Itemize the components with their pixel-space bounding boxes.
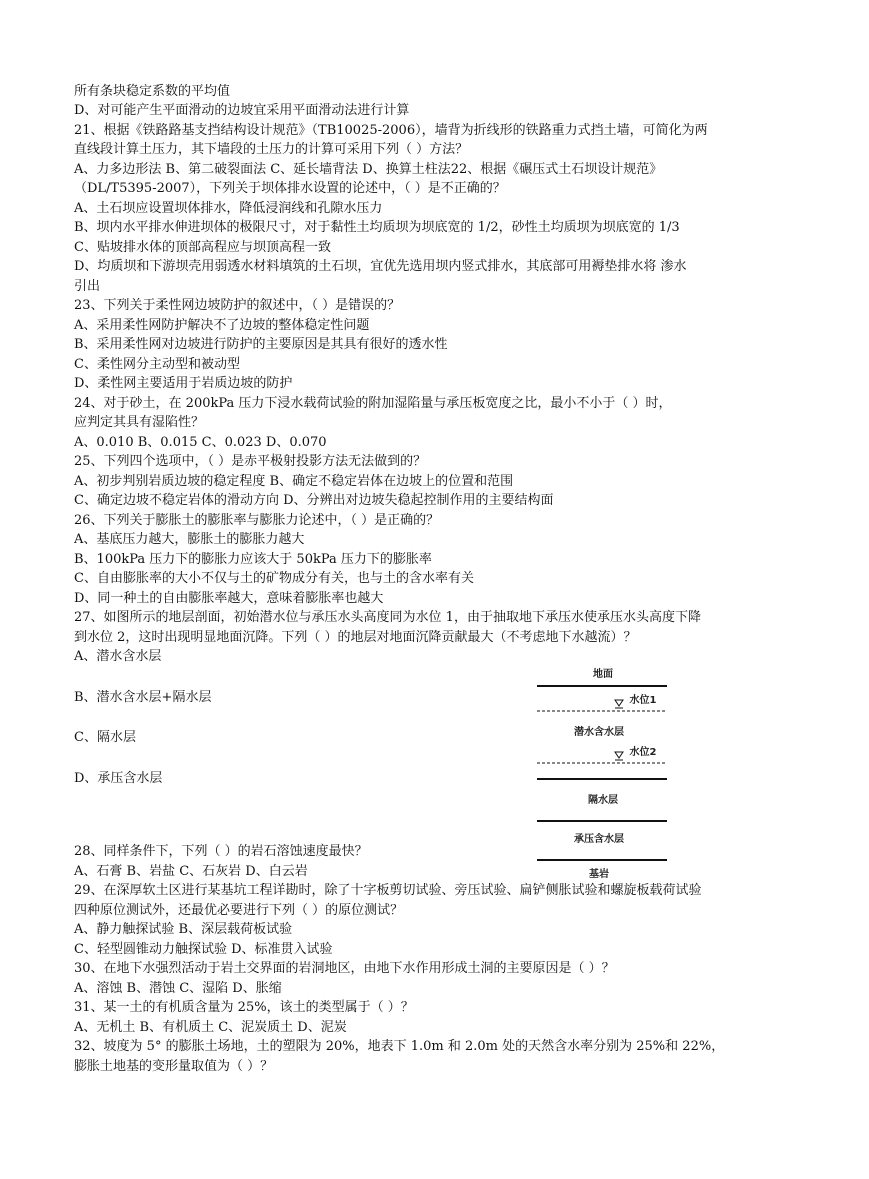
water-level-2-marker-icon <box>615 752 623 758</box>
question-29-options: C、轻型圆锥动力触探试验 D、标准贯入试验 <box>74 942 333 957</box>
question-22-option-b: B、坝内水平排水伸进坝体的极限尺寸，对于黏性土均质坝为坝底宽的 1/2，砂性土均质坝为坝底宽的 1/3 <box>74 220 680 235</box>
question-21-stem: 21、根据《铁路路基支挡结构设计规范》（TB10025-2006），墙背为折线形的铁路重力式挡土墙，可简化为两 <box>74 123 708 138</box>
question-25-options: C、确定边坡不稳定岩体的滑动方向 D、分辨出对边坡失稳起控制作用的主要结构面 <box>74 493 554 508</box>
question-26-option-d: D、同一种土的自由膨胀率越大，意味着膨胀率也越大 <box>74 591 384 606</box>
question-30-options: A、溶蚀 B、潜蚀 C、湿陷 D、胀缩 <box>74 981 282 996</box>
question-23-option-c: C、柔性网分主动型和被动型 <box>74 357 240 372</box>
bedrock-label: 基岩 <box>589 869 609 880</box>
question-27-option-c: C、隔水层 <box>74 730 136 745</box>
question-28-options: A、石膏 B、岩盐 C、石灰岩 D、白云岩 <box>74 864 308 879</box>
question-22-stem: （DL/T5395-2007），下列关于坝体排水设置的论述中，（ ）是不正确的？ <box>74 181 506 196</box>
question-28-stem: 28、同样条件下，下列（ ）的岩石溶蚀速度最快？ <box>74 844 368 859</box>
stratigraphic-profile-figure <box>533 666 673 882</box>
question-27-stem: 到水位 2，这时出现明显地面沉降。下列（ ）的地层对地面沉降贡献最大（不考虑地下水越流）？ <box>74 630 637 645</box>
question-24-options: A、0.010 B、0.015 C、0.023 D、0.070 <box>74 435 327 450</box>
question-22-option-d: 引出 <box>74 279 101 294</box>
question-31-options: A、无机土 B、有机质土 C、泥炭质土 D、泥炭 <box>74 1020 347 1035</box>
question-24-stem: 应判定其具有湿陷性？ <box>74 415 205 430</box>
question-22-option-d: D、均质坝和下游坝壳用弱透水材料填筑的土石坝，宜优先选用坝内竖式排水，其底部可用褥垫排水将 渗水 <box>74 259 687 274</box>
question-29-options: A、静力触探试验 B、深层载荷板试验 <box>74 922 293 937</box>
stratigraphic-profile-svg <box>533 666 673 882</box>
question-26-stem: 26、下列关于膨胀土的膨胀率与膨胀力论述中，（ ）是正确的？ <box>74 513 440 528</box>
question-31-stem: 31、某一土的有机质含量为 25%，该土的类型属于（ ）？ <box>74 1000 414 1015</box>
aquiclude-label: 隔水层 <box>588 795 618 806</box>
question-23-option-b: B、采用柔性网对边坡进行防护的主要原因是其具有很好的透水性 <box>74 337 448 352</box>
water-level-1-label: 水位1 <box>629 695 657 706</box>
question-26-option-b: B、100kPa 压力下的膨胀力应该大于 50kPa 压力下的膨胀率 <box>74 552 432 567</box>
question-23-option-d: D、柔性网主要适用于岩质边坡的防护 <box>74 376 293 391</box>
question-22-option-a: A、土石坝应设置坝体排水，降低浸润线和孔隙水压力 <box>74 201 383 216</box>
question-25-stem: 25、下列四个选项中，（ ）是赤平极射投影方法无法做到的？ <box>74 454 427 469</box>
question-29-stem: 四种原位测试外，还最优必要进行下列（ ）的原位测试？ <box>74 903 404 918</box>
question-27-option-d: D、承压含水层 <box>74 771 163 786</box>
question-21-options: A、力多边形法 B、第二破裂面法 C、延长墙背法 D、换算土柱法22、根据《碾压式土石坝设计规范》 <box>74 162 663 177</box>
phreatic-aquifer-label: 潜水含水层 <box>574 727 624 738</box>
text-line: D、对可能产生平面滑动的边坡宜采用平面滑动法进行计算 <box>74 103 410 118</box>
water-level-2-label: 水位2 <box>629 747 657 758</box>
question-26-option-a: A、基底压力越大，膨胀土的膨胀力越大 <box>74 532 305 547</box>
question-27-option-b: B、潜水含水层+隔水层 <box>74 690 212 705</box>
question-32-stem: 32、坡度为 5° 的膨胀土场地，土的塑限为 20%，地表下 1.0m 和 2.0m 处的天然含水率分别为 25%和 22%， <box>74 1039 725 1054</box>
question-26-option-c: C、自由膨胀率的大小不仅与土的矿物成分有关，也与土的含水率有关 <box>74 571 474 586</box>
question-25-options: A、初步判别岩质边坡的稳定程度 B、确定不稳定岩体在边坡上的位置和范围 <box>74 474 514 489</box>
question-32-stem: 膨胀土地基的变形量取值为（ ）？ <box>74 1059 274 1074</box>
question-24-stem: 24、对于砂土，在 200kPa 压力下浸水载荷试验的附加湿陷量与承压板宽度之比，最小不小于（ ）时， <box>74 396 672 411</box>
text-line: 所有条块稳定系数的平均值 <box>74 84 231 99</box>
question-27-option-a: A、潜水含水层 <box>74 649 162 664</box>
question-29-stem: 29、在深厚软土区进行某基坑工程详勘时，除了十字板剪切试验、旁压试验、扁铲侧胀试验和螺旋板载荷试验 <box>74 883 702 898</box>
question-27-stem: 27、如图所示的地层剖面，初始潜水位与承压水头高度同为水位 1，由于抽取地下承压水使承压水头高度下降 <box>74 610 701 625</box>
question-23-option-a: A、采用柔性网防护解决不了边坡的整体稳定性问题 <box>74 318 370 333</box>
question-30-stem: 30、在地下水强烈活动于岩土交界面的岩洞地区，由地下水作用形成土洞的主要原因是（ ）？ <box>74 961 615 976</box>
question-23-stem: 23、下列关于柔性网边坡防护的叙述中，（ ）是错误的？ <box>74 298 401 313</box>
ground-label: 地面 <box>593 669 613 680</box>
question-22-option-c: C、贴坡排水体的顶部高程应与坝顶高程一致 <box>74 240 331 255</box>
water-level-1-marker-icon <box>615 700 623 706</box>
confined-aquifer-label: 承压含水层 <box>574 834 624 845</box>
question-21-stem: 直线段计算土压力，其下墙段的土压力的计算可采用下列（ ）方法？ <box>74 142 469 157</box>
